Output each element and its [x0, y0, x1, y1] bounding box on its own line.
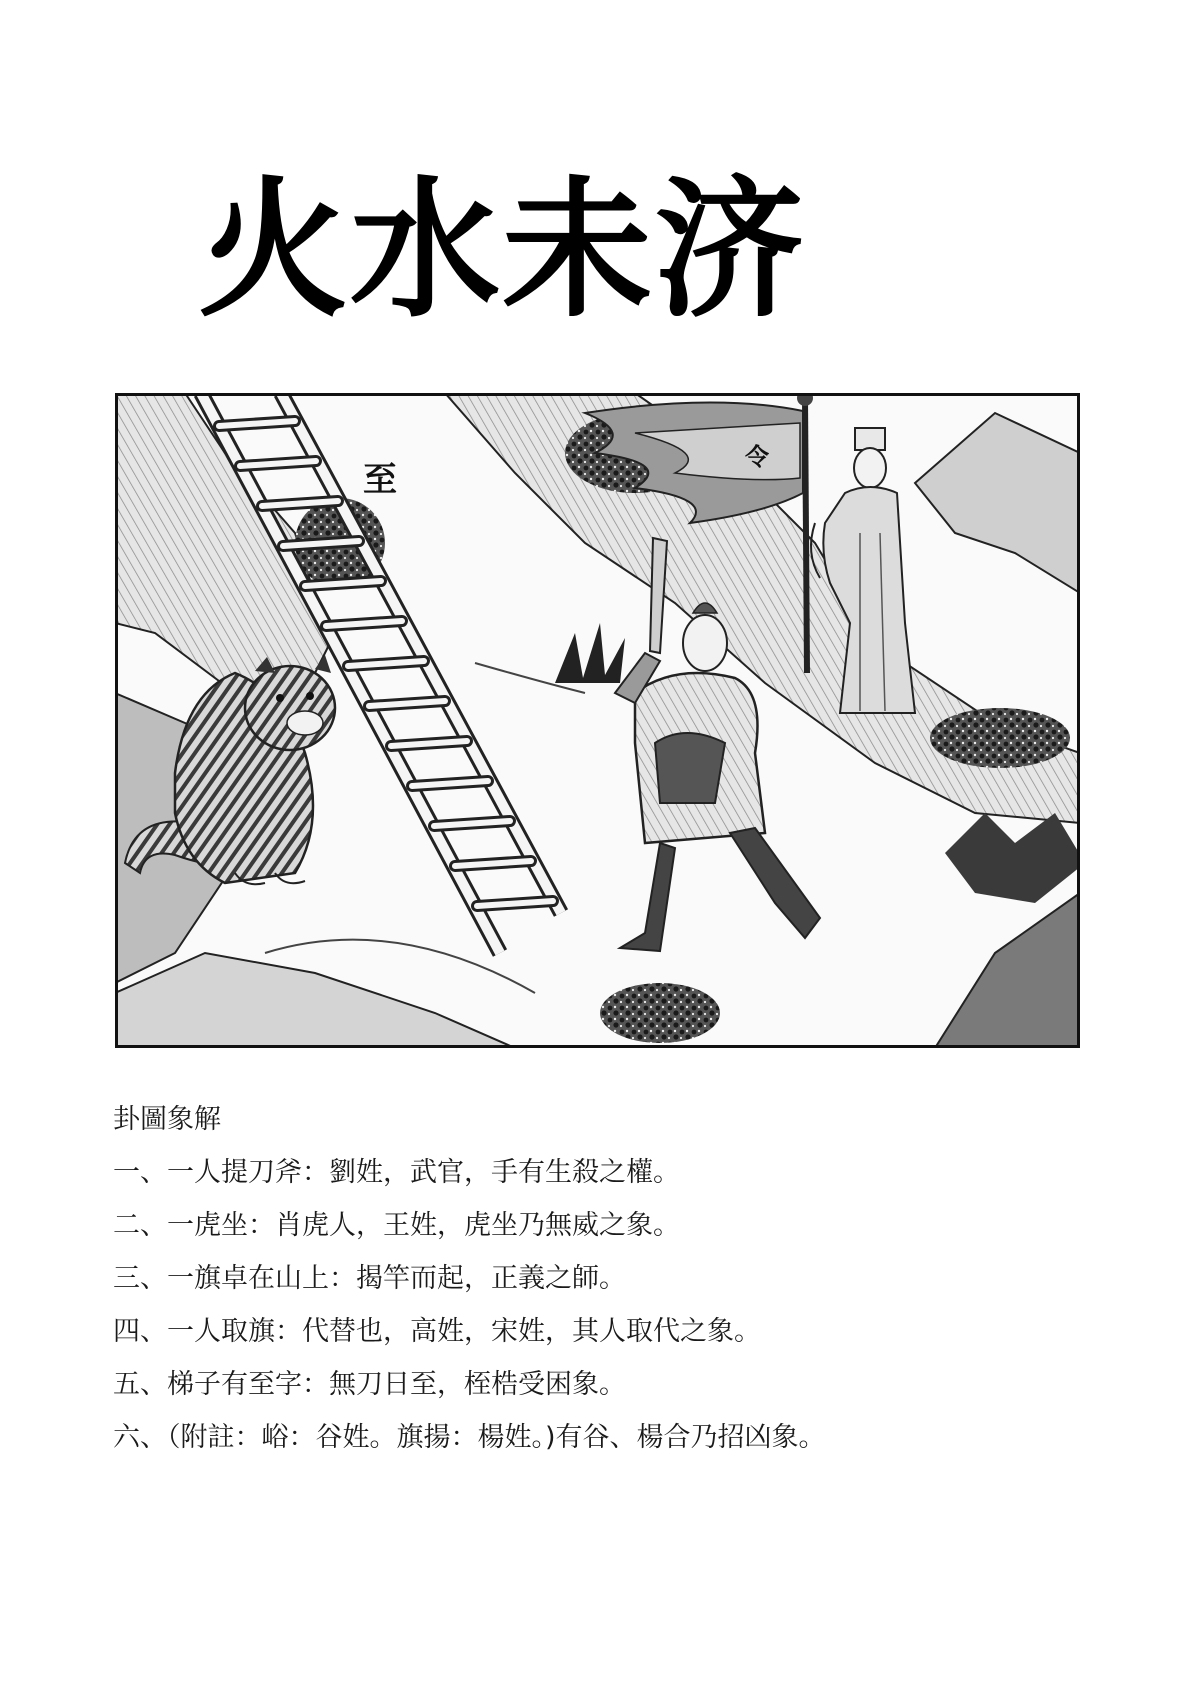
flag-character: 令: [745, 443, 769, 471]
legend-heading: 卦圖象解: [113, 1104, 221, 1135]
legend: [113, 1100, 1073, 1471]
ladder-character: 至: [363, 460, 397, 500]
legend-item: 五、梯子有至字：無刀日至，桎梏受困象。: [113, 1369, 626, 1400]
legend-item: 四、一人取旗：代替也，高姓，宋姓，其人取代之象。: [113, 1316, 761, 1347]
legend-item: 三、一旗卓在山上：揭竿而起，正義之師。: [113, 1263, 626, 1294]
hexagram-illustration: [115, 393, 1080, 1048]
legend-item: 六、（附註：峪：谷姓。旗揚：楊姓。)有谷、楊合乃招凶象。: [113, 1422, 826, 1453]
legend-item: 一、一人提刀斧：劉姓，武官，手有生殺之權。: [113, 1157, 680, 1188]
legend-item: 二、一虎坐：肖虎人，王姓，虎坐乃無威之象。: [113, 1210, 680, 1241]
page-title: 火水未济: [198, 164, 807, 338]
legend-list: [113, 1153, 1073, 1458]
